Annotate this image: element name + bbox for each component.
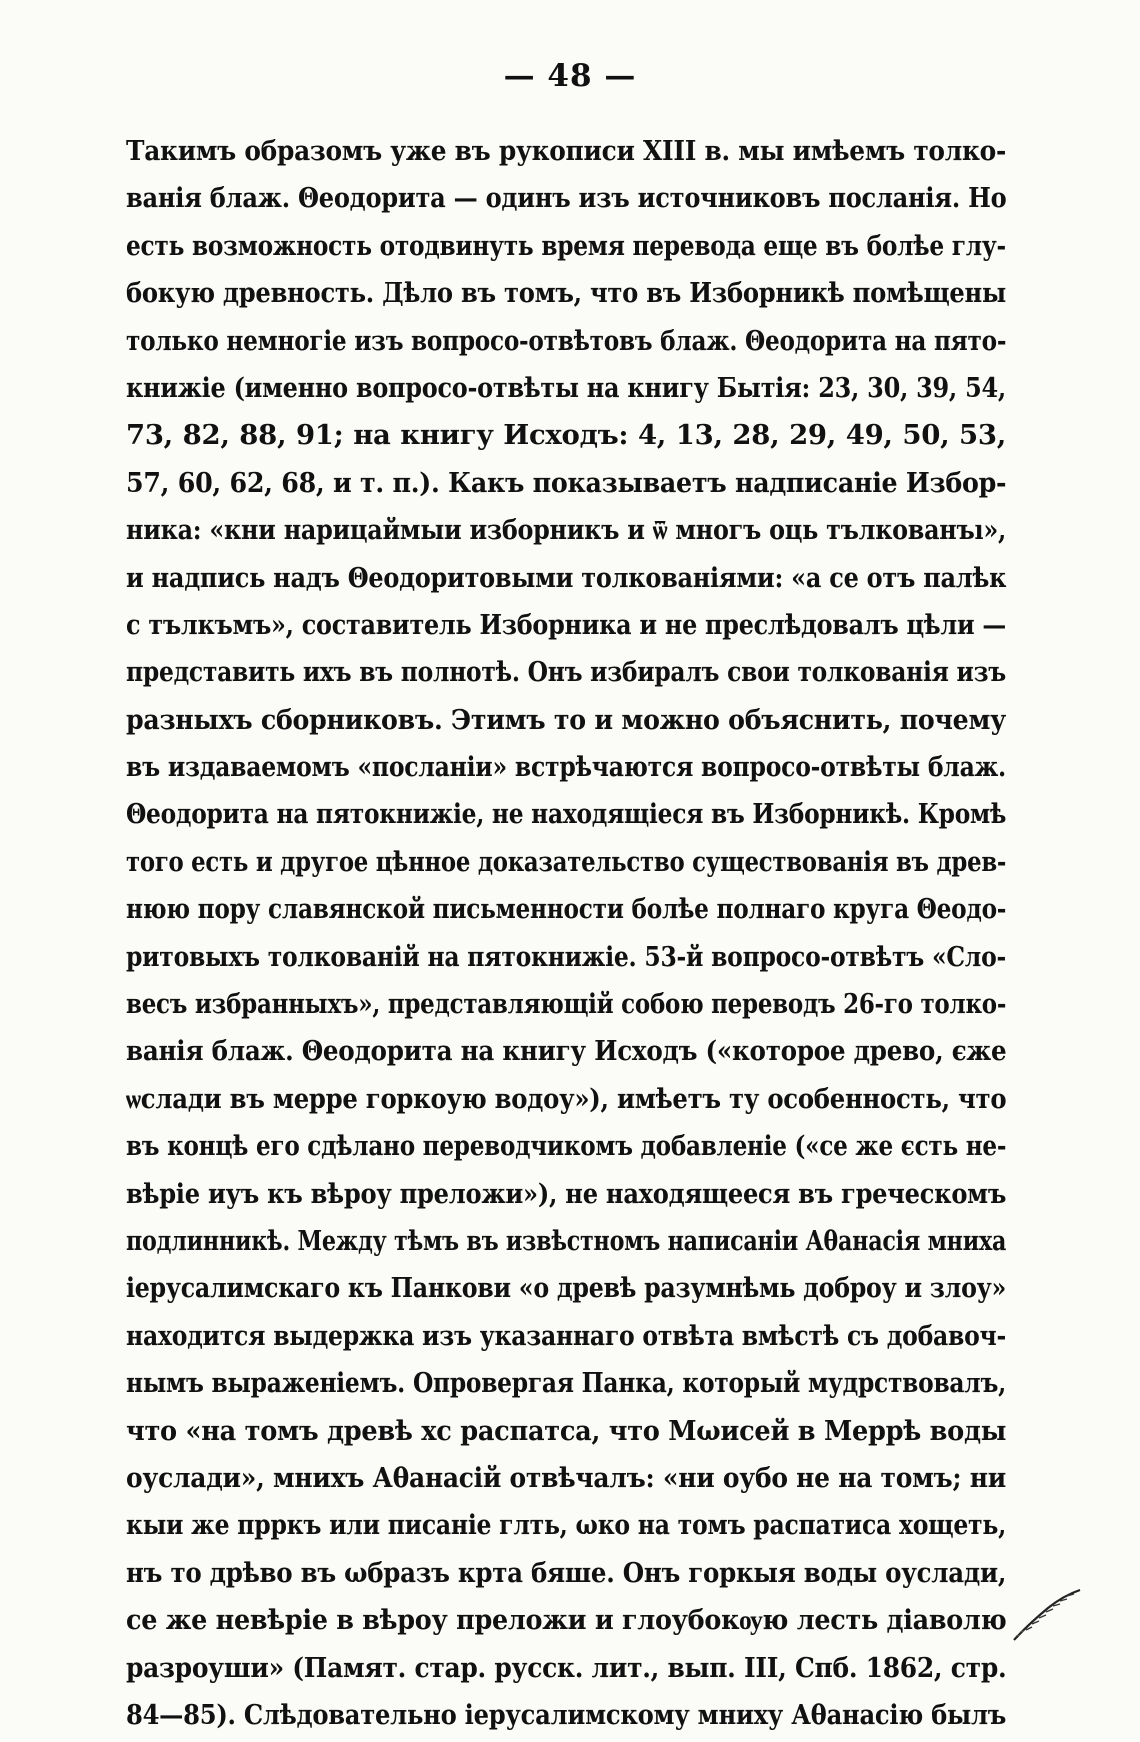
text-line: и надпись надъ Θеодоритовыми толкованіями: «а се отъ палѣк xyxy=(126,561,1007,594)
text-line: оуслади», мнихъ Аθанасій отвѣчалъ: «ни оубо не на томъ; ни xyxy=(126,1461,1006,1494)
text-line: Такимъ образомъ уже въ рукописи XIII в. мы имѣемъ толко- xyxy=(126,135,1007,167)
text-line: только немногіе изъ вопросо-отвѣтовъ блаж. Θеодорита на пято- xyxy=(126,324,1007,357)
text-line: вѣріе иуъ къ вѣроу преложи»), не находящееся въ греческомъ xyxy=(126,1177,1007,1210)
text-line: разныхъ сборниковъ. Этимъ то и можно объяснить, почему xyxy=(126,703,1006,736)
text-line: ванія блаж. Θеодорита — одинъ изъ источниковъ посланія. Но xyxy=(126,182,1007,215)
text-line: нюю пору славянской письменности болѣе полнаго круга Θеодо- xyxy=(126,893,1007,926)
pen-mark xyxy=(1012,1574,1082,1644)
text-line: ритовыхъ толкованій на пятокнижіе. 53-й вопросо-отвѣтъ «Сло- xyxy=(126,940,1006,973)
text-line: Θеодорита на пятокнижіе, не находящіеся въ Изборникѣ. Кромѣ xyxy=(126,798,1007,831)
text-line: представить ихъ въ полнотѣ. Онъ избиралъ свои толкованія изъ xyxy=(126,656,1006,689)
text-line: весъ избранныхъ», представляющій собою переводъ 26-го толко- xyxy=(126,988,1007,1021)
text-line: бокую древность. Дѣло въ томъ, что въ Изборникѣ помѣщены xyxy=(126,277,1006,310)
text-line: нъ то дрѣво въ ωбразъ крта бяше. Онъ горкыя воды оуслади, xyxy=(126,1556,1007,1589)
page-number: — 48 — xyxy=(503,58,637,94)
text-line: ѡслади въ мерре горкоую водоу»), имѣетъ ту особенность, что xyxy=(126,1082,1007,1115)
text-line: 57, 60, 62, 68, и т. п.). Какъ показываетъ надписаніе Избор- xyxy=(126,466,1007,499)
text-line: с тълкъмъ», составитель Изборника и не преслѣдовалъ цѣли — xyxy=(126,608,1007,641)
text-line: находится выдержка изъ указаннаго отвѣта вмѣстѣ съ добавоч- xyxy=(126,1319,1007,1352)
text-line: въ концѣ его сдѣлано переводчикомъ добавленіе («се же єсть не- xyxy=(126,1130,1007,1163)
text-line: въ издаваемомъ «посланіи» встрѣчаются вопросо-отвѣты блаж. xyxy=(126,751,1007,784)
text-line: нымъ выраженіемъ. Опровергая Панка, который мудрствовалъ, xyxy=(126,1367,1006,1400)
text-line: подлинникѣ. Между тѣмъ въ извѣстномъ написаніи Аθанасія мниха xyxy=(126,1224,1007,1257)
text-line: книжіе (именно вопросо-отвѣты на книгу Бытія: 23, 30, 39, 54, xyxy=(126,371,1006,404)
text-line: есть возможность отодвинуть время перевода еще въ болѣе глу- xyxy=(126,229,1006,262)
text-line: 84—85). Слѣдовательно іерусалимскому мниху Аθанасію былъ xyxy=(126,1698,1007,1731)
text-line: кыи же прркъ или писаніе глть, ωко на томъ распатиса хощеть, xyxy=(126,1509,1007,1542)
text-line: разроуши» (Памят. стар. русск. лит., вып. III, Спб. 1862, стр. xyxy=(126,1651,1007,1684)
text-line: ника: «кни нарицаймыи изборникъ и ѿ многъ оць тълкованъı», xyxy=(126,514,1007,547)
page-text xyxy=(126,128,1006,1739)
text-line: се же невѣріе в вѣроу преложи и глоубокѹю лесть діаволю xyxy=(126,1604,1007,1637)
text-line: 73, 82, 88, 91; на книгу Исходъ: 4, 13, 28, 29, 49, 50, 53, xyxy=(126,419,1006,452)
text-line: того есть и другое цѣнное доказательство существованія въ древ- xyxy=(126,845,1007,878)
text-line: ванія блаж. Θеодорита на книгу Исходъ («которое древо, єже xyxy=(126,1035,1007,1068)
text-line: что «на томъ древѣ хс распатса, что Мωисей в Меррѣ воды xyxy=(126,1414,1007,1447)
text-line: іерусалимскаго къ Панкови «о древѣ разумнѣмь доброу и злоу» xyxy=(126,1272,1007,1305)
